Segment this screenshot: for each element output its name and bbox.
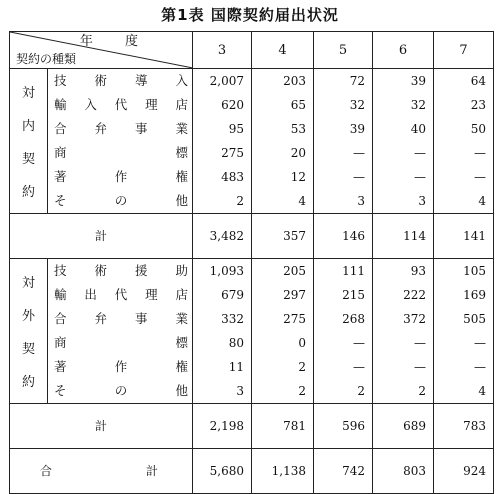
value-cell: 80 (193, 331, 252, 355)
value-cell: 40 (373, 117, 434, 141)
label-char: 他 (175, 192, 188, 208)
value-cell: 4 (434, 379, 494, 404)
label-char: 輸 (54, 96, 67, 112)
label-char: 作 (114, 168, 128, 184)
label-char: 事 (134, 310, 148, 326)
year-header: 3 (193, 32, 252, 69)
group-char: 対 (21, 86, 35, 101)
year-header: 4 (252, 32, 314, 69)
label-char: 店 (175, 286, 188, 302)
label-char: 出 (84, 286, 97, 302)
group-char: 対 (21, 276, 35, 291)
subtotal-label: 計 (10, 404, 193, 449)
table-title: 第1表 国際契約届出状況 (161, 6, 339, 24)
label-char: 権 (175, 358, 188, 374)
label-char: 技 (54, 72, 67, 88)
value-cell: 620 (193, 93, 252, 117)
year-header: 7 (434, 32, 494, 69)
label-char: の (114, 192, 128, 208)
subtotal-label: 計 (10, 214, 193, 259)
contract-type-cell (48, 117, 193, 141)
value-cell: 23 (434, 93, 494, 117)
value-cell: 3 (193, 379, 252, 404)
contract-type-name (48, 358, 192, 374)
value-cell: 4 (252, 189, 314, 214)
label-char: 商 (54, 144, 67, 160)
contract-type-cell (48, 331, 193, 355)
subtotal-value: 3,482 (193, 214, 252, 259)
value-cell: — (314, 355, 373, 379)
value-cell: 275 (193, 141, 252, 165)
value-cell: 2,007 (193, 69, 252, 94)
contract-type-cell (48, 165, 193, 189)
label-char: 合 (40, 464, 53, 478)
label-char: そ (54, 382, 67, 398)
total-label (10, 465, 192, 477)
total-value: 803 (373, 449, 434, 494)
table-row (10, 283, 494, 307)
contract-type-label: 契約の種類 (16, 52, 77, 66)
label-char: 店 (175, 96, 188, 112)
contract-type-cell (48, 283, 193, 307)
group-char: 契 (21, 152, 35, 167)
year-label: 年 度 (79, 34, 152, 49)
subtotal-value: 783 (434, 404, 494, 449)
value-cell: 0 (252, 331, 314, 355)
label-char: 著 (54, 168, 67, 184)
table-row (10, 117, 494, 141)
total-row (10, 449, 494, 494)
label-char: 商 (54, 334, 67, 350)
value-cell: 169 (434, 283, 494, 307)
year-header: 5 (314, 32, 373, 69)
contract-type-name (48, 310, 192, 326)
subtotal-value: 689 (373, 404, 434, 449)
table-row (10, 189, 494, 214)
table-row (10, 259, 494, 284)
contract-type-name (48, 72, 192, 88)
value-cell: 275 (252, 307, 314, 331)
contract-type-cell (48, 355, 193, 379)
label-char: 術 (94, 72, 107, 88)
value-cell: — (373, 355, 434, 379)
label-char: 弁 (94, 310, 107, 326)
subtotal-value: 146 (314, 214, 373, 259)
contract-type-cell (48, 259, 193, 284)
contract-type-name (48, 262, 192, 278)
total-value: 5,680 (193, 449, 252, 494)
table-row (10, 331, 494, 355)
value-cell: 39 (314, 117, 373, 141)
subtotal-value: 114 (373, 214, 434, 259)
contract-type-name (48, 334, 192, 350)
value-cell: 111 (314, 259, 373, 284)
value-cell: 483 (193, 165, 252, 189)
contracts-table (9, 31, 494, 494)
label-char: 入 (175, 72, 188, 88)
subtotal-value: 357 (252, 214, 314, 259)
label-char: 術 (94, 262, 107, 278)
contract-type-cell (48, 189, 193, 214)
value-cell: 12 (252, 165, 314, 189)
value-cell: 297 (252, 283, 314, 307)
label-char: 弁 (94, 120, 107, 136)
header-row (10, 32, 494, 69)
value-cell: 93 (373, 259, 434, 284)
label-char: 業 (175, 120, 188, 136)
table-row (10, 307, 494, 331)
contract-type-name (48, 144, 192, 160)
table-row (10, 355, 494, 379)
label-char: の (114, 382, 128, 398)
value-cell: 2 (314, 379, 373, 404)
label-char: 著 (54, 358, 67, 374)
label-char: 業 (175, 310, 188, 326)
group-char: 約 (21, 185, 35, 200)
value-cell: 32 (314, 93, 373, 117)
value-cell: 11 (193, 355, 252, 379)
group-char: 契 (21, 342, 35, 357)
subtotal-value: 141 (434, 214, 494, 259)
label-char: 輸 (54, 286, 67, 302)
total-value: 1,138 (252, 449, 314, 494)
value-cell: 1,093 (193, 259, 252, 284)
label-char: 標 (175, 334, 188, 350)
value-cell: 222 (373, 283, 434, 307)
subtotal-value: 2,198 (193, 404, 252, 449)
table-row (10, 165, 494, 189)
contract-type-name (48, 120, 192, 136)
year-header: 6 (373, 32, 434, 69)
label-char: 助 (175, 262, 188, 278)
foreign-contracts-group-label (10, 259, 48, 404)
value-cell: 3 (314, 189, 373, 214)
label-char: 計 (145, 464, 158, 478)
table-row (10, 69, 494, 94)
value-cell: — (434, 141, 494, 165)
value-cell: — (373, 165, 434, 189)
label-char: 導 (134, 72, 148, 88)
label-char: 事 (134, 120, 148, 136)
group-char: 約 (21, 375, 35, 390)
contract-type-name (48, 168, 192, 184)
value-cell: 205 (252, 259, 314, 284)
table-body (10, 32, 494, 494)
label-char: そ (54, 192, 67, 208)
value-cell: 65 (252, 93, 314, 117)
value-cell: — (314, 331, 373, 355)
value-cell: 50 (434, 117, 494, 141)
subtotal-row (10, 404, 494, 449)
value-cell: 95 (193, 117, 252, 141)
value-cell: 679 (193, 283, 252, 307)
domestic-contracts-group-label (10, 69, 48, 214)
label-char: 技 (54, 262, 67, 278)
value-cell: 32 (373, 93, 434, 117)
contract-type-name (48, 286, 192, 302)
header-corner-cell (10, 32, 193, 69)
value-cell: 2 (373, 379, 434, 404)
contract-type-name (48, 192, 192, 208)
table-row (10, 93, 494, 117)
value-cell: 53 (252, 117, 314, 141)
value-cell: 332 (193, 307, 252, 331)
value-cell: 2 (252, 355, 314, 379)
table-row (10, 379, 494, 404)
value-cell: — (434, 355, 494, 379)
contract-type-cell (48, 93, 193, 117)
subtotal-value: 781 (252, 404, 314, 449)
group-char: 内 (21, 119, 35, 134)
value-cell: 215 (314, 283, 373, 307)
group-char: 外 (21, 309, 35, 324)
total-value: 742 (314, 449, 373, 494)
value-cell: 203 (252, 69, 314, 94)
contract-type-cell (48, 69, 193, 94)
value-cell: — (434, 331, 494, 355)
value-cell: 268 (314, 307, 373, 331)
value-cell: 2 (193, 189, 252, 214)
label-char: 権 (175, 168, 188, 184)
label-char: 援 (134, 262, 148, 278)
value-cell: 505 (434, 307, 494, 331)
label-char: 作 (114, 358, 128, 374)
label-char: 標 (175, 144, 188, 160)
value-cell: 372 (373, 307, 434, 331)
table-row (10, 141, 494, 165)
value-cell: — (373, 331, 434, 355)
subtotal-value: 596 (314, 404, 373, 449)
contract-type-cell (48, 379, 193, 404)
value-cell: — (314, 141, 373, 165)
label-char: 他 (175, 382, 188, 398)
contract-type-cell (48, 307, 193, 331)
contract-type-name (48, 382, 192, 398)
label-char: 合 (54, 310, 67, 326)
value-cell: — (314, 165, 373, 189)
label-char: 理 (145, 286, 158, 302)
value-cell: 72 (314, 69, 373, 94)
total-label-cell (10, 449, 193, 494)
value-cell: 4 (434, 189, 494, 214)
value-cell: — (373, 141, 434, 165)
subtotal-row (10, 214, 494, 259)
value-cell: — (434, 165, 494, 189)
value-cell: 20 (252, 141, 314, 165)
contract-type-name (48, 96, 192, 112)
value-cell: 3 (373, 189, 434, 214)
total-value: 924 (434, 449, 494, 494)
value-cell: 105 (434, 259, 494, 284)
label-char: 代 (114, 286, 128, 302)
label-char: 入 (84, 96, 97, 112)
contract-type-cell (48, 141, 193, 165)
value-cell: 64 (434, 69, 494, 94)
value-cell: 2 (252, 379, 314, 404)
label-char: 理 (145, 96, 158, 112)
value-cell: 39 (373, 69, 434, 94)
label-char: 合 (54, 120, 67, 136)
label-char: 代 (114, 96, 128, 112)
